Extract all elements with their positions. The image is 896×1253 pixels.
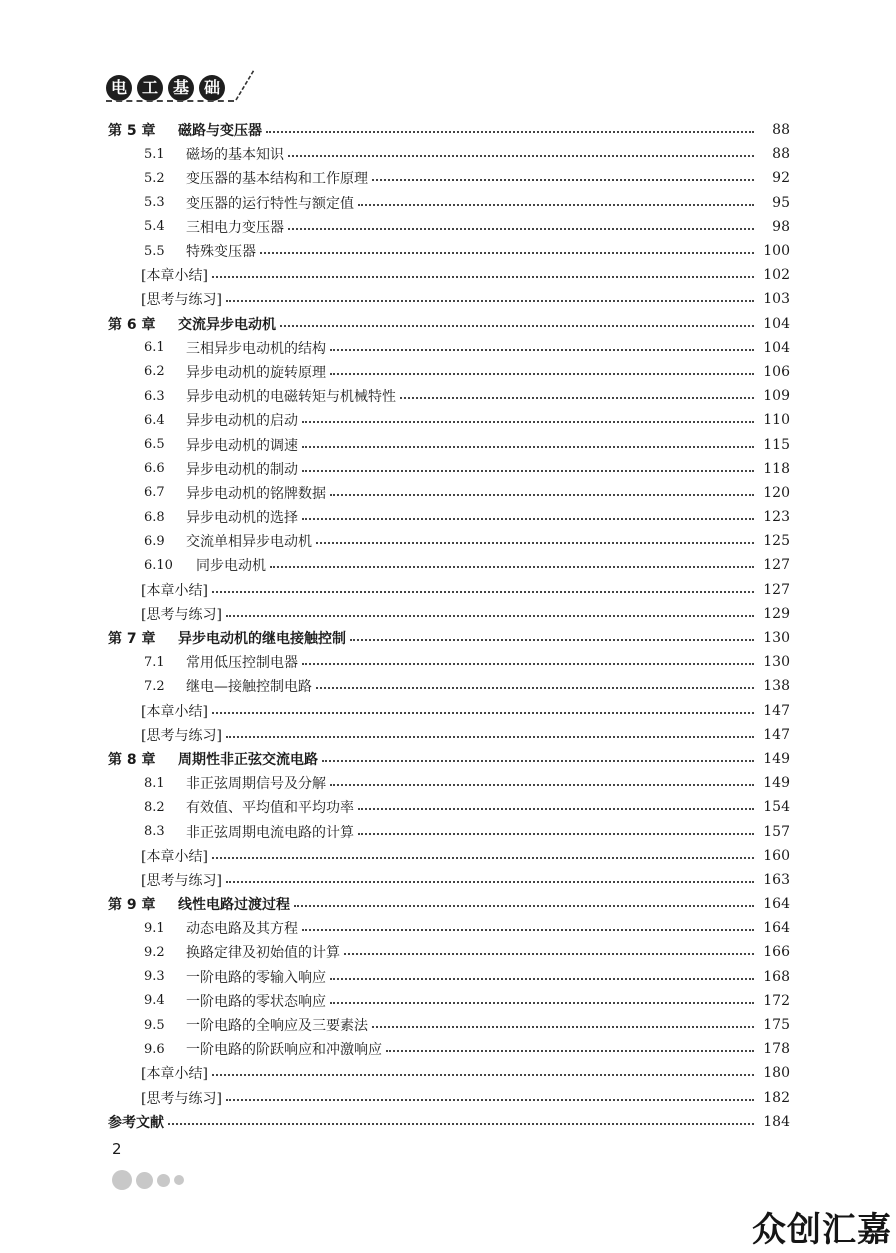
- toc-number: 9.1: [144, 920, 165, 936]
- toc-page-number: 130: [763, 654, 790, 671]
- toc-page-number: 127: [763, 581, 790, 598]
- toc-leader-dots: [330, 968, 754, 980]
- toc-extra-row[interactable]: [108, 578, 790, 602]
- toc-page-number: 164: [763, 896, 790, 913]
- toc-page-number: 120: [763, 484, 790, 501]
- toc-page-number: 154: [763, 799, 790, 816]
- book-title-chars: [106, 75, 225, 101]
- toc-section-row[interactable]: [108, 989, 790, 1013]
- toc-title: 非正弦周期信号及分解: [186, 776, 326, 793]
- toc-title: [本章小结]: [141, 582, 208, 599]
- toc-title: [思考与练习]: [141, 872, 222, 889]
- toc-title: 变压器的运行特性与额定值: [186, 195, 354, 212]
- toc-number: 5.5: [144, 243, 165, 259]
- toc-title: 同步电动机: [196, 558, 266, 575]
- toc-section-row[interactable]: [108, 481, 790, 505]
- toc-number: 7.2: [144, 678, 165, 694]
- toc-page-number: 149: [763, 775, 790, 792]
- toc-section-row[interactable]: [108, 336, 790, 360]
- toc-number: 8.3: [144, 824, 165, 840]
- book-title-char: 电: [106, 75, 132, 101]
- toc-section-row[interactable]: [108, 505, 790, 529]
- toc-number: 5.3: [144, 195, 165, 211]
- toc-title: 一阶电路的全响应及三要素法: [186, 1018, 368, 1035]
- toc-number: 6.2: [144, 364, 165, 380]
- toc-leader-dots: [212, 847, 754, 859]
- toc-leader-dots: [358, 798, 754, 810]
- toc-section-row[interactable]: [108, 553, 790, 577]
- toc-title: [思考与练习]: [141, 606, 222, 623]
- page-number: 2: [112, 1140, 122, 1158]
- toc-page-number: 147: [763, 702, 790, 719]
- toc-extra-row[interactable]: [108, 602, 790, 626]
- toc-title: 异步电动机的选择: [186, 510, 298, 527]
- toc-title: 常用低压控制电器: [186, 655, 298, 672]
- toc-title: 线性电路过渡过程: [178, 897, 290, 914]
- toc-leader-dots: [212, 1064, 754, 1076]
- toc-page-number: 147: [763, 726, 790, 743]
- toc-leader-dots: [302, 460, 754, 472]
- toc-title: 参考文献: [108, 1114, 164, 1131]
- toc-page-number: 149: [763, 750, 790, 767]
- toc-number: 6.4: [144, 412, 165, 428]
- toc-section-row[interactable]: [108, 1013, 790, 1037]
- toc-number: 6.1: [144, 340, 165, 356]
- toc-section-row[interactable]: [108, 239, 790, 263]
- toc-number: 6.6: [144, 461, 165, 477]
- toc-title: [本章小结]: [141, 1066, 208, 1083]
- toc-section-row[interactable]: [108, 360, 790, 384]
- toc-page-number: 172: [763, 992, 790, 1009]
- toc-page-number: 184: [763, 1113, 790, 1130]
- toc-number: 8.1: [144, 775, 165, 791]
- toc-leader-dots: [330, 484, 754, 496]
- toc-title: 交流单相异步电动机: [186, 534, 312, 551]
- toc-page-number: 88: [772, 122, 790, 139]
- toc-page-number: 98: [772, 218, 790, 235]
- toc-number: 6.7: [144, 485, 165, 501]
- book-title-badge: [106, 70, 225, 106]
- toc-number: 9.5: [144, 1017, 165, 1033]
- toc-title: 异步电动机的铭牌数据: [186, 485, 326, 502]
- toc-title: 周期性非正弦交流电路: [178, 751, 318, 768]
- toc-title: [本章小结]: [141, 703, 208, 720]
- toc-title: 有效值、平均值和平均功率: [186, 800, 354, 817]
- toc-number: 第 7 章: [108, 631, 156, 648]
- book-title-char: 基: [168, 75, 194, 101]
- toc-number: 5.4: [144, 219, 165, 235]
- toc-page-number: 100: [763, 243, 790, 260]
- toc-section-row[interactable]: [108, 432, 790, 456]
- toc-section-row[interactable]: [108, 1037, 790, 1061]
- toc-leader-dots: [212, 581, 754, 593]
- toc-page-number: 138: [763, 678, 790, 695]
- toc-title: 非正弦周期电流电路的计算: [186, 824, 354, 841]
- toc-number: 第 6 章: [108, 316, 156, 333]
- toc-leader-dots: [330, 774, 754, 786]
- toc-page-number: 164: [763, 920, 790, 937]
- toc-number: 8.2: [144, 799, 165, 815]
- toc-leader-dots: [226, 871, 754, 883]
- toc-title: [本章小结]: [141, 848, 208, 865]
- toc-leader-dots: [270, 556, 754, 568]
- toc-number: 5.1: [144, 146, 165, 162]
- toc-section-row[interactable]: [108, 795, 790, 819]
- book-title-char: 工: [137, 75, 163, 101]
- toc-leader-dots: [266, 121, 754, 133]
- toc-leader-dots: [316, 677, 754, 689]
- table-of-contents: [108, 118, 790, 1134]
- toc-leader-dots: [330, 363, 754, 375]
- toc-section-row[interactable]: [108, 916, 790, 940]
- toc-page-number: 175: [763, 1017, 790, 1034]
- toc-number: 9.2: [144, 944, 165, 960]
- toc-number: 7.1: [144, 654, 165, 670]
- toc-leader-dots: [330, 339, 754, 351]
- toc-page-number: 130: [763, 630, 790, 647]
- toc-title: [本章小结]: [141, 268, 208, 285]
- toc-title: 异步电动机的调速: [186, 437, 298, 454]
- toc-section-row[interactable]: [108, 457, 790, 481]
- toc-number: 5.2: [144, 170, 165, 186]
- toc-leader-dots: [386, 1040, 754, 1052]
- toc-title: 异步电动机的继电接触控制: [178, 631, 346, 648]
- toc-title: 一阶电路的零状态响应: [186, 993, 326, 1010]
- toc-leader-dots: [226, 290, 754, 302]
- toc-page-number: 109: [763, 388, 790, 405]
- toc-page-number: 88: [772, 146, 790, 163]
- toc-title: 三相异步电动机的结构: [186, 340, 326, 357]
- footer-dots-decoration: [112, 1170, 184, 1190]
- toc-section-row[interactable]: [108, 191, 790, 215]
- toc-title: 异步电动机的制动: [186, 461, 298, 478]
- toc-title: 异步电动机的电磁转矩与机械特性: [186, 389, 396, 406]
- toc-page-number: 180: [763, 1065, 790, 1082]
- toc-section-row[interactable]: [108, 529, 790, 553]
- toc-leader-dots: [322, 750, 754, 762]
- toc-leader-dots: [302, 653, 754, 665]
- toc-number: 6.10: [144, 557, 173, 573]
- toc-leader-dots: [358, 194, 754, 206]
- toc-leader-dots: [294, 895, 754, 907]
- toc-number: 6.8: [144, 509, 165, 525]
- toc-title: 磁路与变压器: [178, 123, 262, 140]
- watermark: 众创汇嘉: [752, 1210, 892, 1250]
- toc-title: 继电—接触控制电路: [186, 679, 312, 696]
- toc-number: 9.6: [144, 1041, 165, 1057]
- toc-leader-dots: [316, 532, 754, 544]
- toc-leader-dots: [212, 266, 754, 278]
- toc-page-number: 123: [763, 509, 790, 526]
- toc-page-number: 129: [763, 605, 790, 622]
- toc-extra-row[interactable]: [108, 868, 790, 892]
- book-title-char: 础: [199, 75, 225, 101]
- title-dashed-underline: [106, 100, 234, 102]
- toc-leader-dots: [302, 411, 754, 423]
- toc-section-row[interactable]: [108, 650, 790, 674]
- toc-extra-row[interactable]: [108, 844, 790, 868]
- toc-leader-dots: [212, 702, 754, 714]
- toc-page-number: 110: [763, 412, 790, 429]
- toc-section-row[interactable]: [108, 384, 790, 408]
- toc-title: 异步电动机的启动: [186, 413, 298, 430]
- toc-leader-dots: [400, 387, 754, 399]
- toc-page-number: 95: [772, 194, 790, 211]
- toc-number: 6.5: [144, 437, 165, 453]
- toc-chapter-row[interactable]: [108, 626, 790, 650]
- toc-page-number: 168: [763, 968, 790, 985]
- toc-chapter-row[interactable]: [108, 892, 790, 916]
- toc-leader-dots: [226, 1089, 754, 1101]
- toc-page-number: 182: [763, 1089, 790, 1106]
- toc-number: 9.3: [144, 969, 165, 985]
- toc-title: 换路定律及初始值的计算: [186, 945, 340, 962]
- toc-page-number: 163: [763, 871, 790, 888]
- toc-extra-row[interactable]: [108, 699, 790, 723]
- toc-page-number: 125: [763, 533, 790, 550]
- toc-title: 变压器的基本结构和工作原理: [186, 171, 368, 188]
- toc-page-number: 104: [763, 315, 790, 332]
- toc-leader-dots: [280, 315, 754, 327]
- toc-leader-dots: [350, 629, 754, 641]
- toc-number: 第 8 章: [108, 751, 156, 768]
- toc-leader-dots: [260, 242, 754, 254]
- toc-number: 6.3: [144, 388, 165, 404]
- toc-chapter-row[interactable]: [108, 747, 790, 771]
- toc-page-number: 92: [772, 170, 790, 187]
- toc-section-row[interactable]: [108, 215, 790, 239]
- toc-number: 第 5 章: [108, 123, 156, 140]
- toc-leader-dots: [302, 508, 754, 520]
- toc-title: 一阶电路的零输入响应: [186, 969, 326, 986]
- toc-leader-dots: [288, 218, 754, 230]
- toc-section-row[interactable]: [108, 408, 790, 432]
- toc-leader-dots: [226, 605, 754, 617]
- toc-extra-row[interactable]: [108, 263, 790, 287]
- toc-page-number: 103: [763, 291, 790, 308]
- toc-page-number: 127: [763, 557, 790, 574]
- toc-leader-dots: [372, 1016, 754, 1028]
- toc-section-row[interactable]: [108, 771, 790, 795]
- toc-title: [思考与练习]: [141, 1090, 222, 1107]
- toc-chapter-row[interactable]: [108, 118, 790, 142]
- toc-title: 异步电动机的旋转原理: [186, 364, 326, 381]
- toc-leader-dots: [226, 726, 754, 738]
- toc-page-number: 106: [763, 363, 790, 380]
- toc-section-row[interactable]: [108, 965, 790, 989]
- toc-page-number: 104: [763, 339, 790, 356]
- toc-leader-dots: [288, 145, 754, 157]
- toc-section-row[interactable]: [108, 166, 790, 190]
- toc-page-number: 118: [763, 460, 790, 477]
- toc-leader-dots: [330, 992, 754, 1004]
- toc-extra-row[interactable]: [108, 287, 790, 311]
- toc-page-number: 157: [763, 823, 790, 840]
- toc-number: 9.4: [144, 993, 165, 1009]
- toc-title: 一阶电路的阶跃响应和冲激响应: [186, 1042, 382, 1059]
- toc-extra-row[interactable]: [108, 723, 790, 747]
- toc-leader-dots: [168, 1113, 754, 1125]
- toc-leader-dots: [302, 436, 754, 448]
- toc-section-row[interactable]: [108, 819, 790, 843]
- toc-section-row[interactable]: [108, 674, 790, 698]
- toc-chapter-row[interactable]: [108, 1110, 790, 1134]
- toc-title: 特殊变压器: [186, 244, 256, 261]
- toc-page-number: 102: [763, 267, 790, 284]
- toc-number: 第 9 章: [108, 897, 156, 914]
- toc-number: 6.9: [144, 533, 165, 549]
- title-slash-decoration: [234, 68, 256, 102]
- toc-leader-dots: [344, 943, 754, 955]
- toc-page-number: 166: [763, 944, 790, 961]
- toc-title: 交流异步电动机: [178, 316, 276, 333]
- toc-extra-row[interactable]: [108, 1086, 790, 1110]
- toc-page-number: 160: [763, 847, 790, 864]
- toc-title: 三相电力变压器: [186, 219, 284, 236]
- toc-chapter-row[interactable]: [108, 312, 790, 336]
- toc-section-row[interactable]: [108, 142, 790, 166]
- toc-title: 动态电路及其方程: [186, 921, 298, 938]
- toc-title: 磁场的基本知识: [186, 147, 284, 164]
- toc-page-number: 115: [763, 436, 790, 453]
- toc-leader-dots: [372, 169, 754, 181]
- toc-leader-dots: [358, 823, 754, 835]
- toc-extra-row[interactable]: [108, 1061, 790, 1085]
- toc-page-number: 178: [763, 1041, 790, 1058]
- toc-title: [思考与练习]: [141, 292, 222, 309]
- toc-title: [思考与练习]: [141, 727, 222, 744]
- toc-leader-dots: [302, 919, 754, 931]
- toc-section-row[interactable]: [108, 940, 790, 964]
